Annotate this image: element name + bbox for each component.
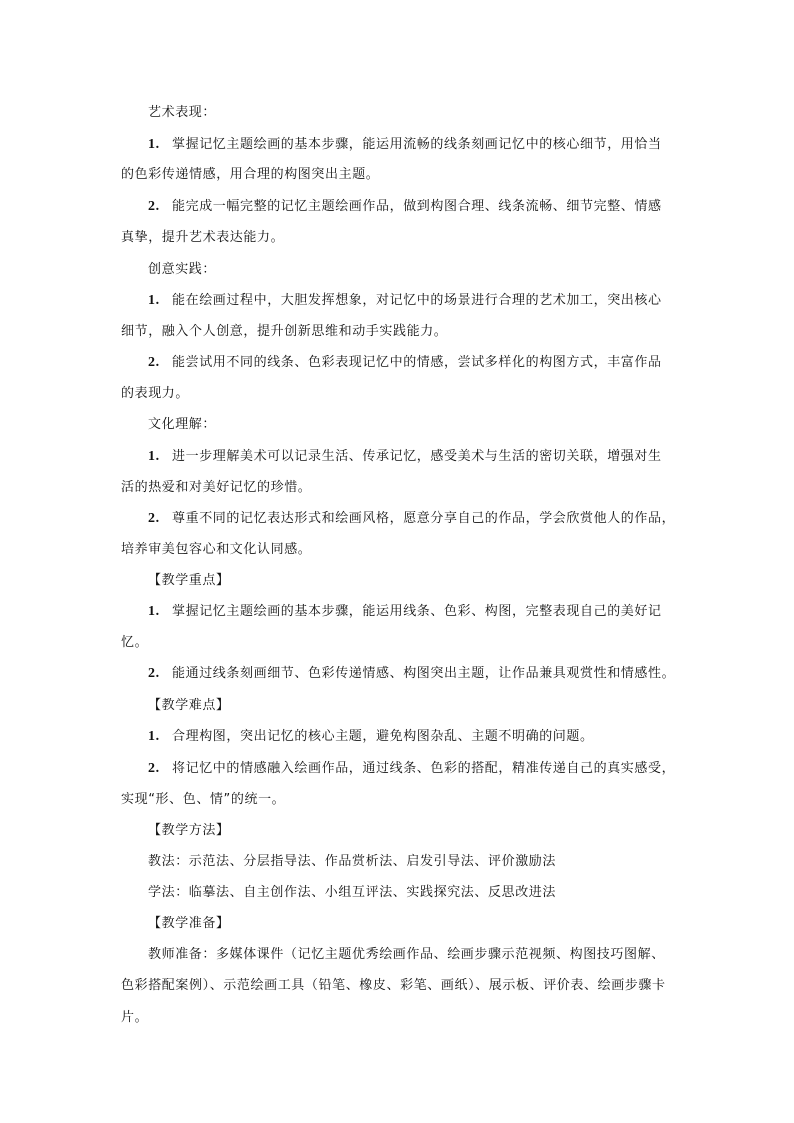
culture-heading: 文化理解：	[148, 417, 217, 432]
difficulty-item-1-text: 合理构图，突出记忆的核心主题，避免构图杂乱、主题不明确的问题。	[172, 729, 594, 744]
art-item-1-line-2: 的色彩传递情感，用合理的构图突出主题。	[121, 167, 380, 182]
methods-heading: 【教学方法】	[148, 823, 230, 838]
difficulty-item-2-line-1	[148, 760, 675, 778]
art-item-2-line-2: 真挚，提升艺术表达能力。	[121, 230, 285, 245]
methods-teaching-line: 教法：示范法、分层指导法、作品赏析法、启发引导法、评价激励法	[148, 854, 557, 869]
creative-item-1-line-1	[148, 292, 662, 310]
focus-heading: 【教学重点】	[148, 573, 230, 588]
difficulty-heading: 【教学难点】	[148, 698, 230, 713]
creative-item-1-number: 1.	[148, 293, 160, 308]
prep-line-3: 片。	[121, 1010, 149, 1025]
creative-item-1-line-2: 细节，融入个人创意，提升创新思维和动手实践能力。	[121, 324, 448, 339]
difficulty-item-1-line-1	[148, 728, 594, 746]
focus-item-2-line-1	[148, 665, 675, 683]
focus-item-2-number: 2.	[148, 666, 160, 681]
focus-item-2-text: 能通过线条刻画细节、色彩传递情感、构图突出主题，让作品兼具观赏性和情感性。	[172, 666, 676, 681]
creative-item-2-number: 2.	[148, 355, 160, 370]
art-heading: 艺术表现：	[148, 105, 217, 120]
focus-item-1-text: 掌握记忆主题绘画的基本步骤，能运用线条、色彩、构图，完整表现自己的美好记	[172, 604, 662, 619]
prep-heading: 【教学准备】	[148, 916, 230, 931]
difficulty-item-1-number: 1.	[148, 729, 160, 744]
focus-item-1-number: 1.	[148, 604, 160, 619]
creative-item-2-line-2: 的表现力。	[121, 386, 190, 401]
creative-item-1-text: 能在绘画过程中，大胆发挥想象，对记忆中的场景进行合理的艺术加工，突出核心	[172, 293, 662, 308]
culture-item-1-line-1	[148, 448, 662, 466]
prep-line-1: 教师准备：多媒体课件（记忆主题优秀绘画作品、绘画步骤示范视频、构图技巧图解、	[148, 947, 665, 962]
creative-item-2-line-1	[148, 354, 662, 372]
difficulty-item-2-number: 2.	[148, 761, 160, 776]
methods-learning-line: 学法：临摹法、自主创作法、小组互评法、实践探究法、反思改进法	[148, 885, 557, 900]
culture-item-2-line-2: 培养审美包容心和文化认同感。	[121, 542, 312, 557]
culture-item-2-line-1	[148, 510, 675, 528]
creative-item-2-text: 能尝试用不同的线条、色彩表现记忆中的情感，尝试多样化的构图方式，丰富作品	[172, 355, 662, 370]
creative-heading: 创意实践：	[148, 262, 217, 277]
difficulty-item-2-text: 将记忆中的情感融入绘画作品，通过线条、色彩的搭配，精准传递自己的真实感受，	[172, 761, 676, 776]
art-item-1-text: 掌握记忆主题绘画的基本步骤，能运用流畅的线条刻画记忆中的核心细节，用恰当	[172, 137, 662, 152]
culture-item-1-number: 1.	[148, 449, 160, 464]
culture-item-2-text: 尊重不同的记忆表达形式和绘画风格，愿意分享自己的作品，学会欣赏他人的作品，	[172, 511, 676, 526]
culture-item-1-line-2: 活的热爱和对美好记忆的珍惜。	[121, 480, 312, 495]
art-item-2-line-1	[148, 198, 662, 216]
art-item-2-number: 2.	[148, 199, 160, 214]
art-item-2-text: 能完成一幅完整的记忆主题绘画作品，做到构图合理、线条流畅、细节完整、情感	[172, 199, 662, 214]
difficulty-item-2-line-2: 实现“形、色、情”的统一。	[121, 792, 286, 807]
prep-line-2: 色彩搭配案例）、示范绘画工具（铅笔、橡皮、彩笔、画纸）、展示板、评价表、绘画步骤卡	[121, 978, 666, 993]
art-item-1-number: 1.	[148, 137, 160, 152]
focus-item-1-line-2: 忆。	[121, 635, 149, 650]
focus-item-1-line-1	[148, 603, 662, 621]
art-item-1-line-1	[148, 136, 662, 154]
culture-item-2-number: 2.	[148, 511, 160, 526]
culture-item-1-text: 进一步理解美术可以记录生活、传承记忆，感受美术与生活的密切关联，增强对生	[172, 449, 662, 464]
